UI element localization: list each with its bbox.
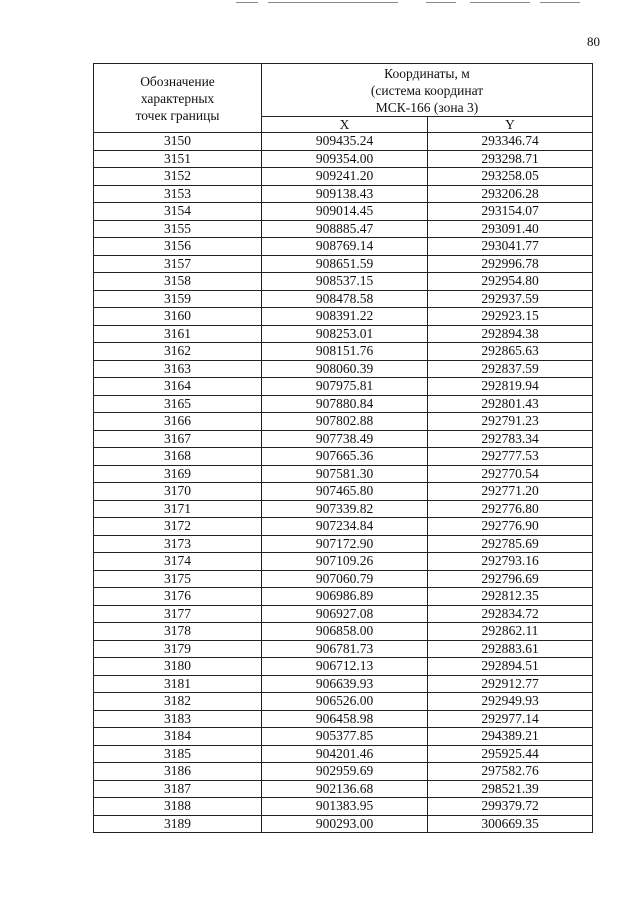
header-line: Координаты, м [384, 65, 470, 81]
y-coordinate-cell: 292796.69 [428, 570, 593, 588]
point-id-cell: 3186 [94, 763, 262, 781]
x-coordinate-cell: 906712.13 [262, 658, 428, 676]
y-coordinate-cell: 292785.69 [428, 535, 593, 553]
y-coordinate-cell: 293041.77 [428, 238, 593, 256]
x-coordinate-cell: 909014.45 [262, 203, 428, 221]
y-coordinate-cell: 292937.59 [428, 290, 593, 308]
table-row [94, 133, 593, 151]
point-id-cell: 3173 [94, 535, 262, 553]
header-line: характерных [140, 90, 215, 106]
x-coordinate-cell: 909435.24 [262, 133, 428, 151]
x-coordinate-cell: 905377.85 [262, 728, 428, 746]
y-coordinate-cell: 292912.77 [428, 675, 593, 693]
y-coordinate-cell: 292834.72 [428, 605, 593, 623]
header-line: Обозначение [140, 73, 215, 89]
point-id-cell: 3177 [94, 605, 262, 623]
table-row [94, 815, 593, 833]
point-id-cell: 3164 [94, 378, 262, 396]
point-id-cell: 3174 [94, 553, 262, 571]
top-scan-line [236, 2, 258, 3]
y-coordinate-cell: 292865.63 [428, 343, 593, 361]
point-id-cell: 3184 [94, 728, 262, 746]
point-id-cell: 3178 [94, 623, 262, 641]
x-coordinate-cell: 909138.43 [262, 185, 428, 203]
y-coordinate-cell: 292996.78 [428, 255, 593, 273]
x-coordinate-cell: 906458.98 [262, 710, 428, 728]
x-coordinate-cell: 908769.14 [262, 238, 428, 256]
table-body [94, 133, 593, 833]
x-coordinate-cell: 908253.01 [262, 325, 428, 343]
point-designation-header [94, 64, 262, 133]
point-id-cell: 3176 [94, 588, 262, 606]
point-id-cell: 3153 [94, 185, 262, 203]
point-id-cell: 3167 [94, 430, 262, 448]
x-coordinate-cell: 908478.58 [262, 290, 428, 308]
point-id-cell: 3179 [94, 640, 262, 658]
table-row [94, 553, 593, 571]
table-row [94, 378, 593, 396]
table-row [94, 780, 593, 798]
x-column-header: X [262, 117, 428, 133]
x-coordinate-cell: 908391.22 [262, 308, 428, 326]
y-coordinate-cell: 293091.40 [428, 220, 593, 238]
point-id-cell: 3188 [94, 798, 262, 816]
point-id-cell: 3175 [94, 570, 262, 588]
table-row [94, 203, 593, 221]
y-coordinate-cell: 292819.94 [428, 378, 593, 396]
table-row [94, 448, 593, 466]
y-coordinate-cell: 292883.61 [428, 640, 593, 658]
table-row [94, 150, 593, 168]
point-id-cell: 3157 [94, 255, 262, 273]
x-coordinate-cell: 906927.08 [262, 605, 428, 623]
point-id-cell: 3170 [94, 483, 262, 501]
y-coordinate-cell: 293206.28 [428, 185, 593, 203]
x-coordinate-cell: 908537.15 [262, 273, 428, 291]
table-row [94, 763, 593, 781]
y-coordinate-cell: 298521.39 [428, 780, 593, 798]
table-row [94, 535, 593, 553]
header-line: МСК-166 (зона 3) [375, 99, 479, 115]
table-row [94, 290, 593, 308]
x-coordinate-cell: 907880.84 [262, 395, 428, 413]
point-id-cell: 3161 [94, 325, 262, 343]
point-id-cell: 3172 [94, 518, 262, 536]
table-row [94, 640, 593, 658]
table-row [94, 413, 593, 431]
x-coordinate-cell: 907109.26 [262, 553, 428, 571]
point-id-cell: 3166 [94, 413, 262, 431]
table-row [94, 518, 593, 536]
table-row [94, 273, 593, 291]
x-coordinate-cell: 901383.95 [262, 798, 428, 816]
table-row [94, 710, 593, 728]
table-row [94, 798, 593, 816]
x-coordinate-cell: 906858.00 [262, 623, 428, 641]
point-id-cell: 3185 [94, 745, 262, 763]
x-coordinate-cell: 907060.79 [262, 570, 428, 588]
point-id-cell: 3154 [94, 203, 262, 221]
y-coordinate-cell: 293258.05 [428, 168, 593, 186]
y-coordinate-cell: 292791.23 [428, 413, 593, 431]
table-row [94, 623, 593, 641]
y-coordinate-cell: 292793.16 [428, 553, 593, 571]
y-coordinate-cell: 292862.11 [428, 623, 593, 641]
page-number: 80 [587, 34, 600, 49]
point-id-cell: 3160 [94, 308, 262, 326]
table-row [94, 168, 593, 186]
x-coordinate-cell: 907581.30 [262, 465, 428, 483]
table-row [94, 483, 593, 501]
point-id-cell: 3183 [94, 710, 262, 728]
x-coordinate-cell: 906781.73 [262, 640, 428, 658]
point-id-cell: 3150 [94, 133, 262, 151]
y-coordinate-cell: 297582.76 [428, 763, 593, 781]
x-coordinate-cell: 902959.69 [262, 763, 428, 781]
table-row [94, 430, 593, 448]
y-coordinate-cell: 299379.72 [428, 798, 593, 816]
table-row [94, 360, 593, 378]
x-coordinate-cell: 902136.68 [262, 780, 428, 798]
y-coordinate-cell: 292801.43 [428, 395, 593, 413]
x-coordinate-cell: 906986.89 [262, 588, 428, 606]
x-coordinate-cell: 909241.20 [262, 168, 428, 186]
y-coordinate-cell: 293298.71 [428, 150, 593, 168]
y-coordinate-cell: 292977.14 [428, 710, 593, 728]
top-scan-line [540, 2, 580, 3]
top-scan-line [426, 2, 456, 3]
x-coordinate-cell: 906639.93 [262, 675, 428, 693]
top-scan-line [470, 2, 530, 3]
table-row [94, 728, 593, 746]
y-coordinate-cell: 292949.93 [428, 693, 593, 711]
table-row [94, 693, 593, 711]
y-coordinate-cell: 295925.44 [428, 745, 593, 763]
point-id-cell: 3156 [94, 238, 262, 256]
point-id-cell: 3187 [94, 780, 262, 798]
y-coordinate-cell: 293154.07 [428, 203, 593, 221]
table-row [94, 500, 593, 518]
y-coordinate-cell: 292777.53 [428, 448, 593, 466]
y-coordinate-cell: 292894.38 [428, 325, 593, 343]
x-coordinate-cell: 908060.39 [262, 360, 428, 378]
table-row [94, 465, 593, 483]
y-coordinate-cell: 292837.59 [428, 360, 593, 378]
y-coordinate-cell: 292894.51 [428, 658, 593, 676]
x-coordinate-cell: 907172.90 [262, 535, 428, 553]
table-row [94, 605, 593, 623]
x-coordinate-cell: 907975.81 [262, 378, 428, 396]
header-line: (система координат [370, 82, 484, 98]
coordinates-header [262, 64, 593, 117]
table-row [94, 308, 593, 326]
top-scan-line [268, 2, 398, 3]
table-row [94, 255, 593, 273]
table-row [94, 325, 593, 343]
point-id-cell: 3162 [94, 343, 262, 361]
x-coordinate-cell: 907738.49 [262, 430, 428, 448]
table-row [94, 675, 593, 693]
y-coordinate-cell: 292783.34 [428, 430, 593, 448]
point-id-cell: 3169 [94, 465, 262, 483]
point-id-cell: 3189 [94, 815, 262, 833]
x-coordinate-cell: 908151.76 [262, 343, 428, 361]
y-coordinate-cell: 300669.35 [428, 815, 593, 833]
y-coordinate-cell: 294389.21 [428, 728, 593, 746]
y-coordinate-cell: 292770.54 [428, 465, 593, 483]
table-row [94, 395, 593, 413]
point-id-cell: 3168 [94, 448, 262, 466]
x-coordinate-cell: 908885.47 [262, 220, 428, 238]
point-id-cell: 3155 [94, 220, 262, 238]
x-coordinate-cell: 907339.82 [262, 500, 428, 518]
x-coordinate-cell: 907802.88 [262, 413, 428, 431]
y-coordinate-cell: 292954.80 [428, 273, 593, 291]
table-row [94, 238, 593, 256]
y-coordinate-cell: 292771.20 [428, 483, 593, 501]
coordinates-table [93, 63, 593, 833]
point-id-cell: 3152 [94, 168, 262, 186]
table-row [94, 220, 593, 238]
x-coordinate-cell: 907465.80 [262, 483, 428, 501]
point-id-cell: 3163 [94, 360, 262, 378]
x-coordinate-cell: 907234.84 [262, 518, 428, 536]
table-row [94, 745, 593, 763]
table-row [94, 658, 593, 676]
y-coordinate-cell: 292776.90 [428, 518, 593, 536]
point-id-cell: 3151 [94, 150, 262, 168]
point-id-cell: 3159 [94, 290, 262, 308]
y-coordinate-cell: 292812.35 [428, 588, 593, 606]
y-coordinate-cell: 292776.80 [428, 500, 593, 518]
x-coordinate-cell: 908651.59 [262, 255, 428, 273]
header-line: точек границы [135, 107, 220, 123]
table-row [94, 588, 593, 606]
table-row [94, 185, 593, 203]
x-coordinate-cell: 906526.00 [262, 693, 428, 711]
x-coordinate-cell: 907665.36 [262, 448, 428, 466]
point-id-cell: 3180 [94, 658, 262, 676]
y-coordinate-cell: 293346.74 [428, 133, 593, 151]
point-id-cell: 3158 [94, 273, 262, 291]
table-row [94, 570, 593, 588]
table-row [94, 343, 593, 361]
point-id-cell: 3181 [94, 675, 262, 693]
point-id-cell: 3182 [94, 693, 262, 711]
x-coordinate-cell: 900293.00 [262, 815, 428, 833]
point-id-cell: 3165 [94, 395, 262, 413]
x-coordinate-cell: 909354.00 [262, 150, 428, 168]
x-coordinate-cell: 904201.46 [262, 745, 428, 763]
y-coordinate-cell: 292923.15 [428, 308, 593, 326]
point-id-cell: 3171 [94, 500, 262, 518]
y-column-header: Y [428, 117, 593, 133]
